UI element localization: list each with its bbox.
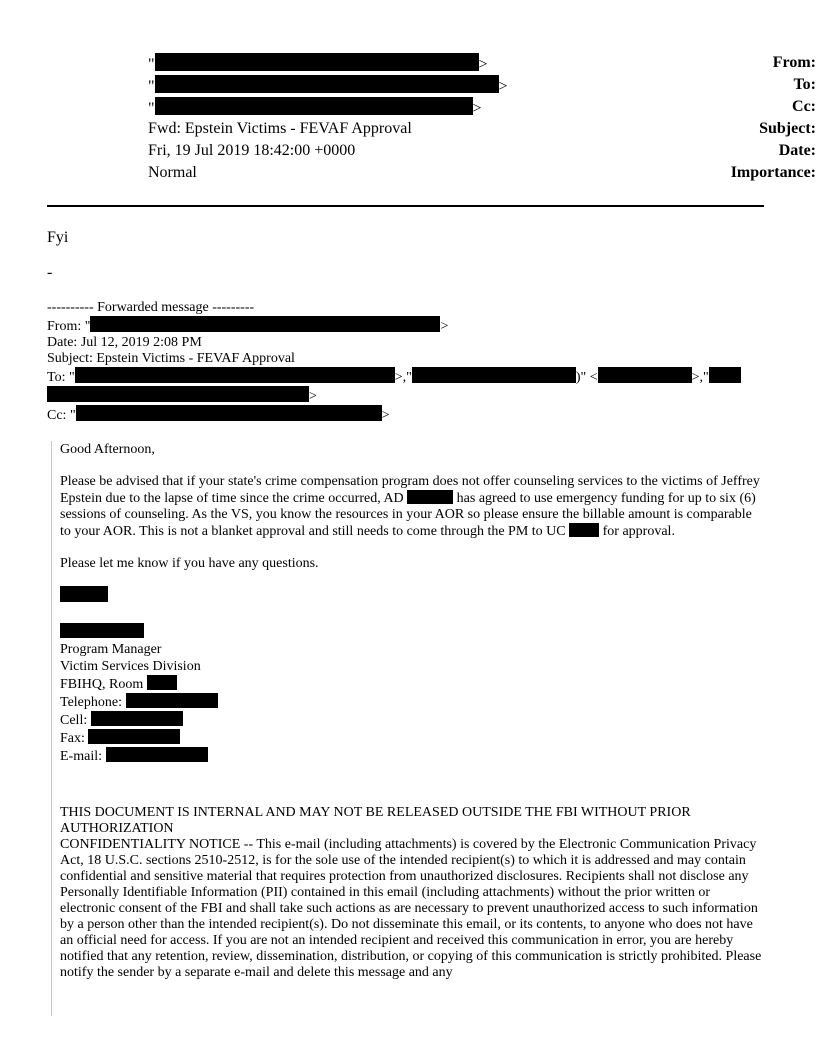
redaction [60,623,144,638]
cc-label: Cc: [792,98,816,115]
redaction [88,729,180,744]
importance-value: Normal [148,164,197,181]
fwd-from-label: From: " [47,319,91,334]
paragraph-approval [60,474,765,540]
redaction [709,367,741,383]
room-label: FBIHQ, Room [60,677,144,692]
sig-telephone [60,693,765,711]
fwd-subject: Subject: Epstein Victims - FEVAF Approval [47,351,295,366]
sig-room [60,675,765,693]
fax-label: Fax: [60,731,85,746]
confidentiality-notice: CONFIDENTIALITY NOTICE -- This e-mail (including attachments) is covered by the Electronic Communication Privacy Act, 18 U.S.C. sections 2510-2512, is for the sole use of the intended recipient(s) to which it is addressed and may contain confidential and sensitive material that requires protection from unauthorized disclosures. Recipients shall not disclose any Personally Identifiable Information (PII) contained in this email (including attachments) without the prior written or electronic consent of the FBI and shall take such actions as are necessary to prevent unauthorized access to such information by a person other than the intended recipient(s). Do not disseminate this email, or its contents, to anyone who does not have an official need for access. If you are not an intended recipient and received this communication in error, you are hereby notified that any retention, review, dissemination, distribution, or copying of this communication is strictly prohibited. Please notify the sender by a separate e-mail and delete this message and any [60,837,762,980]
redaction [60,586,108,602]
quoted-message [60,442,765,981]
forwarded-header [47,300,767,424]
from-label: From: [772,54,816,71]
from-value: " > [148,53,488,75]
sig-fax [60,729,765,747]
approval-text-b: has agreed to use emergency funding for up to six (6) sessions of counseling. As the VS, you know the resources in your AOR so please ensure the billable amount is comparable to your AOR. This is not a blanket approval and still needs to come through the PM to UC [60,491,756,539]
importance-label: Importance: [730,164,816,181]
approval-text-c: for approval. [602,524,675,539]
fwd-date: Date: Jul 12, 2019 2:08 PM [47,335,202,350]
fwd-from-row: From: " > [47,316,767,335]
to-value: " > [148,75,508,97]
subject-label: Subject: [759,120,816,137]
fwd-to-row: To: " >," )" < >," [47,367,767,386]
redaction [598,367,692,383]
redaction [155,75,499,93]
approval-text-a: Please be advised that if your state's crime compensation program does not offer counseling services to the victims of Jeffrey Epstein due to the lapse of time since the crime occurred, AD [60,474,760,506]
sig-name [60,623,765,641]
sig-title: Program Manager [60,642,162,657]
redaction [126,693,218,708]
cell-label: Cell: [60,713,88,728]
date-label: Date: [778,142,816,159]
paragraph-questions: Please let me know if you have any questions. [60,556,319,571]
redaction [91,711,183,726]
redaction [407,490,453,504]
greeting: Good Afternoon, [60,442,155,457]
email-label: E-mail: [60,749,102,764]
dash-text: - [47,264,53,281]
redaction [47,386,309,402]
date-value: Fri, 19 Jul 2019 18:42:00 +0000 [148,142,356,159]
to-label: To: [793,76,816,93]
fwd-to-row-cont: > [47,386,767,405]
redaction [569,523,599,537]
quote-bar [51,441,52,1016]
internal-notice-heading: THIS DOCUMENT IS INTERNAL AND MAY NOT BE RELEASED OUTSIDE THE FBI WITHOUT PRIOR AUTHORIZATION [60,805,691,836]
fyi-text: Fyi [47,229,69,246]
fwd-cc-label: Cc: " [47,408,76,423]
forward-marker: ---------- Forwarded message --------- [47,300,255,315]
redaction [412,367,576,383]
redaction [147,675,177,690]
redaction [155,53,479,71]
redaction [155,97,473,115]
sig-cell [60,711,765,729]
sig-email [60,747,765,765]
signature-block [60,623,765,765]
redaction [106,747,208,762]
cc-value: " > [148,97,482,119]
telephone-label: Telephone: [60,695,122,710]
subject-value: Fwd: Epstein Victims - FEVAF Approval [148,120,412,137]
sig-division: Victim Services Division [60,659,201,674]
fwd-to-label: To: " [47,370,75,385]
redaction [75,367,395,383]
header-divider [47,205,764,207]
redaction [76,405,382,421]
fwd-cc-row: Cc: " > [47,405,767,424]
redaction [90,316,440,332]
sender-name-redaction [60,586,765,605]
